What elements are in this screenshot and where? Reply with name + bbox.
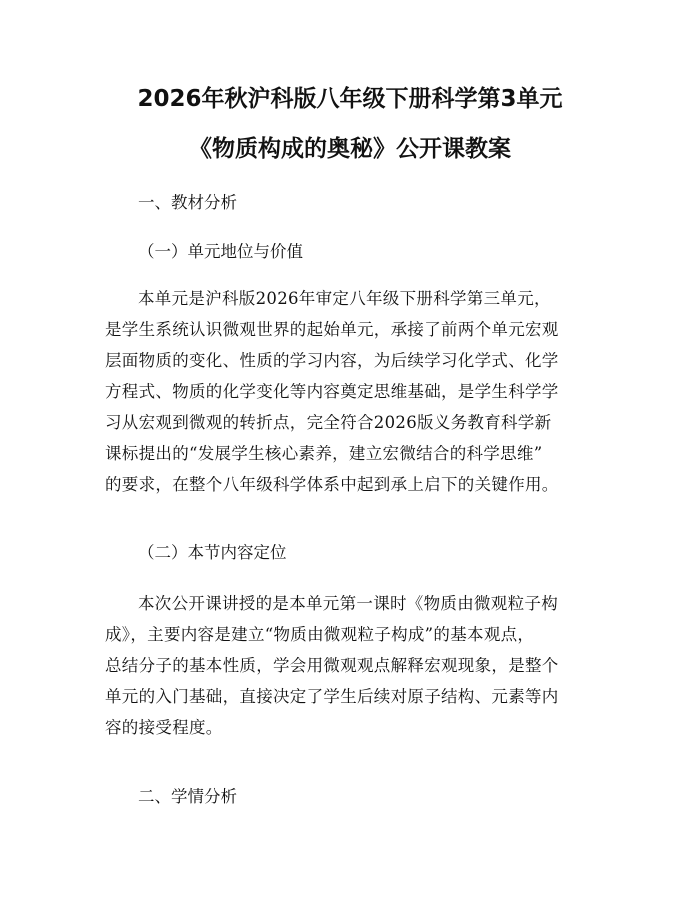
paragraph-line: 的要求，在整个八年级科学体系中起到承上启下的关键作用。 xyxy=(105,475,559,494)
paragraph-line: 容的接受程度。 xyxy=(105,718,223,737)
paragraph-line: 是学生系统认识微观世界的起始单元，承接了前两个单元宏观 xyxy=(105,320,559,339)
paragraph-unit-position xyxy=(105,283,605,500)
subsection-heading-unit-position: （一）单元地位与价值 xyxy=(138,242,303,261)
paragraph-line: 方程式、物质的化学变化等内容奠定思维基础，是学生科学学 xyxy=(105,382,559,401)
paragraph-line: 课标提出的“发展学生核心素养，建立宏微结合的科学思维” xyxy=(105,444,543,463)
paragraph-line: 本次公开课讲授的是本单元第一课时《物质由微观粒子构 xyxy=(138,594,558,613)
section-heading-teaching-material-analysis: 一、教材分析 xyxy=(138,193,237,212)
document-title-line-2: 《物质构成的奥秘》公开课教案 xyxy=(189,136,511,162)
paragraph-line: 层面物质的变化、性质的学习内容，为后续学习化学式、化学 xyxy=(105,351,559,370)
paragraph-line: 单元的入门基础，直接决定了学生后续对原子结构、元素等内 xyxy=(105,687,559,706)
paragraph-line: 习从宏观到微观的转折点，完全符合2026版义务教育科学新 xyxy=(105,413,552,432)
paragraph-line: 成》，主要内容是建立“物质由微观粒子构成”的基本观点， xyxy=(105,625,535,644)
paragraph-line: 本单元是沪科版2026年审定八年级下册科学第三单元， xyxy=(138,289,551,308)
subsection-heading-lesson-positioning: （二）本节内容定位 xyxy=(138,543,287,562)
paragraph-line: 总结分子的基本性质，学会用微观观点解释宏观现象，是整个 xyxy=(105,656,559,675)
document-title-line-1: 2026年秋沪科版八年级下册科学第3单元 xyxy=(137,86,563,112)
section-heading-learner-analysis: 二、学情分析 xyxy=(138,787,237,806)
paragraph-lesson-positioning xyxy=(105,588,605,743)
